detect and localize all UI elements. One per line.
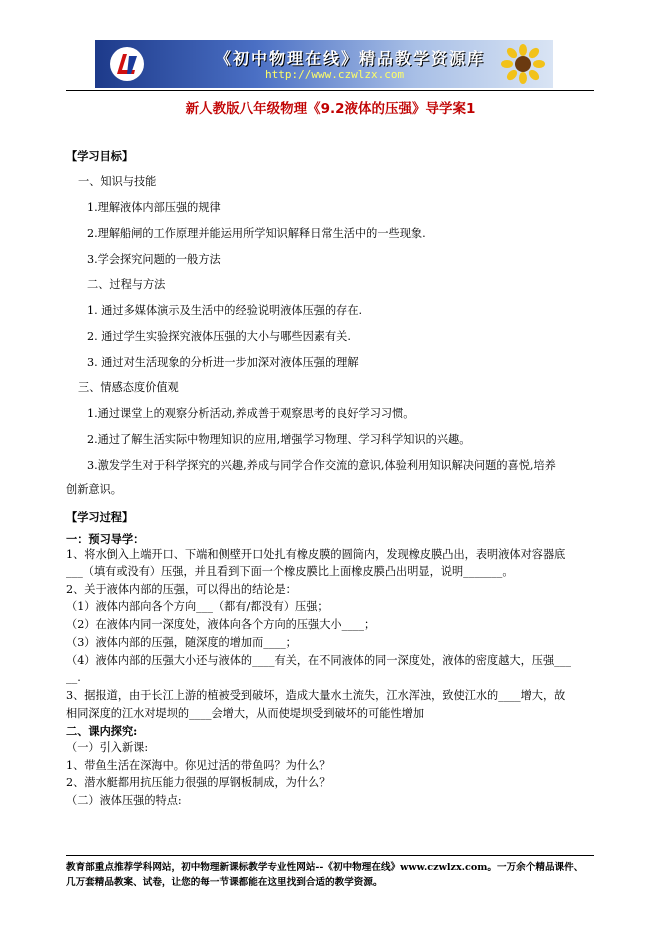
paragraph-text: 相同深度的江水对堤坝的____会增大，从而使堤坝受到破坏的可能性增加 [66,707,425,720]
paragraph-text: 3、据报道，由于长江上游的植被受到破坏，造成大量水土流失，江水浑浊，致使江水的____增大，故 [66,689,566,702]
paragraph-text: 2、关于液体内部的压强，可以得出的结论是： [66,583,297,596]
list-item: （3）液体内部的压强，随深度的增加而____； [66,636,297,649]
list-item: 2. 通过学生实验探究液体压强的大小与哪些因素有关. [87,330,351,343]
subsection-heading: 一：预习导学： [66,532,145,546]
list-item: 2、潜水艇都用抗压能力很强的厚钢板制成，为什么？ [66,776,331,789]
list-item: （2）在液体内同一深度处，液体向各个方向的压强大小____； [66,618,376,631]
list-item: （1）液体内部向各个方向___（都有/都没有）压强； [66,600,329,613]
page-footer [66,860,626,890]
paragraph-text: 1、将水倒入上端开口、下端和侧壁开口处扎有橡皮膜的圆筒内，发现橡皮膜凸出，表明液体对容器底 [66,548,566,561]
section-heading: 【学习过程】 [66,510,134,524]
section-heading: 【学习目标】 [66,149,134,163]
subsection-heading: 二、课内探究: [66,724,138,738]
header-rule [66,90,594,91]
subsection-heading: （一）引入新课: [66,741,149,754]
footer-rule [66,855,594,856]
footer-line: 几万套精品教案、试卷，让您的每一节课都能在这里找到合适的教学资源。 [66,877,383,888]
subsection-heading: （二）液体压强的特点: [66,794,182,807]
banner-url[interactable]: http://www.czwlzx.com [265,68,405,81]
sunflower-icon [501,44,545,84]
subsection-heading: 一、知识与技能 [78,175,157,188]
site-logo-icon [109,46,145,82]
page-title: 新人教版八年级物理《9.2液体的压强》导学案1 [185,101,476,117]
list-item: 3.学会探究问题的一般方法 [87,253,221,266]
list-item: 1、带鱼生活在深海中。你见过活的带鱼吗？为什么？ [66,759,331,772]
list-item: 1.理解液体内部压强的规律 [87,201,221,214]
list-item: 2.理解船闸的工作原理并能运用所学知识解释日常生活中的一些现象. [87,227,426,240]
subsection-heading: 三、情感态度价值观 [78,381,179,394]
banner-title: 《初中物理在线》精品教学资源库 [215,49,486,68]
list-item: 1. 通过多媒体演示及生活中的经验说明液体压强的存在. [87,304,363,317]
list-item: 1.通过课堂上的观察分析活动,养成善于观察思考的良好学习习惯。 [87,407,415,420]
list-item: （4）液体内部的压强大小还与液体的____有关，在不同液体的同一深度处，液体的密度越大，压强___ [66,654,571,667]
list-item: 3.激发学生对于科学探究的兴趣,养成与同学合作交流的意识,体验利用知识解决问题的喜悦,培养 [87,459,556,472]
header-banner [95,40,553,88]
list-item: __. [66,671,81,684]
paragraph-text: 创新意识。 [66,483,122,496]
paragraph-text: ___（填有或没有）压强，并且看到下面一个橡皮膜比上面橡皮膜凸出明显，说明_______。 [66,565,514,578]
footer-line: 教育部重点推荐学科网站，初中物理新课标教学专业性网站--《初中物理在线》www.czwlzx.com。一万余个精品课件、 [66,862,584,873]
subsection-heading: 二、过程与方法 [87,278,166,291]
list-item: 2.通过了解生活实际中物理知识的应用,增强学习物理、学习科学知识的兴趣。 [87,433,471,446]
list-item: 3. 通过对生活现象的分析进一步加深对液体压强的理解 [87,356,359,369]
